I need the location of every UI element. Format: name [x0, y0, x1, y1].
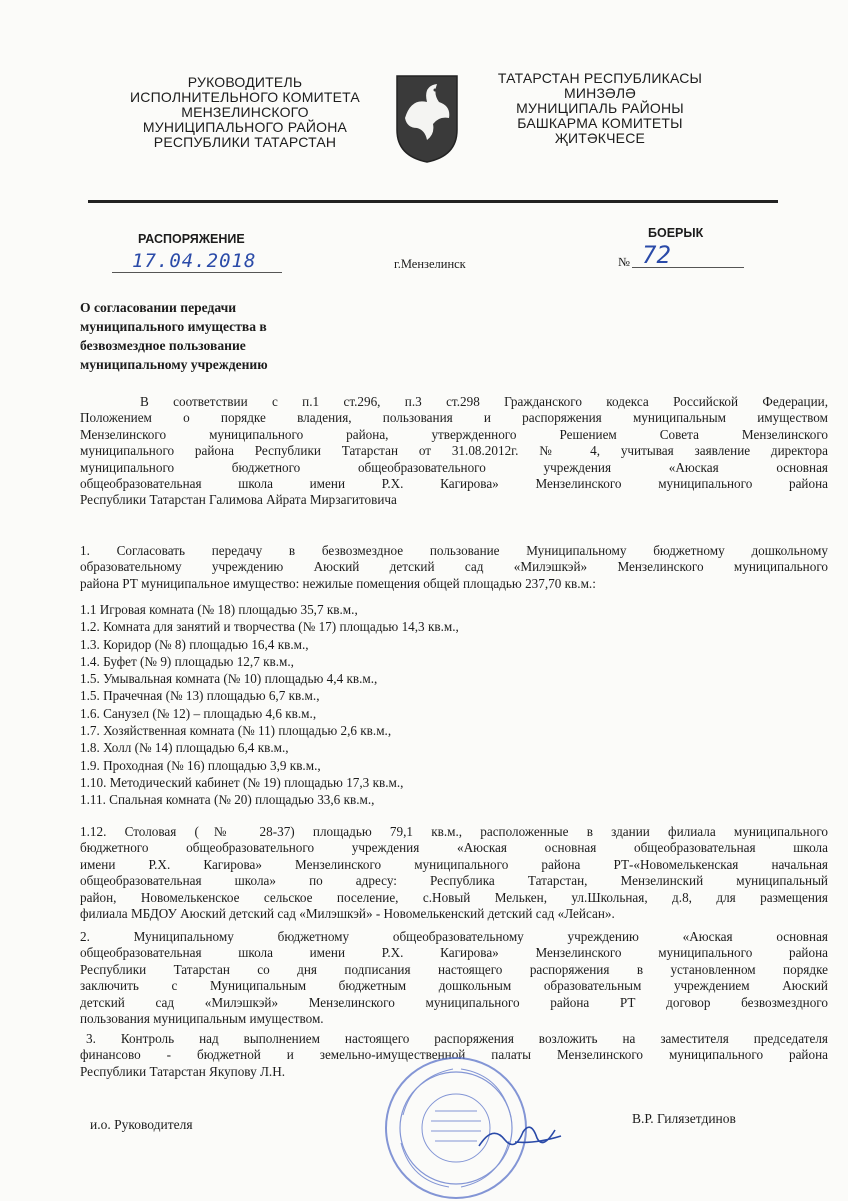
signatory-name: В.Р. Гилязетдинов	[632, 1111, 736, 1126]
item-2-line: детский сад «Милэшкэй» Мензелинского муниципального района РТ договор безвозмездного	[80, 994, 828, 1010]
subject-heading	[80, 298, 350, 374]
number-handwritten: 72	[642, 241, 671, 269]
preamble-line: Мензелинского муниципального района, утвержденного Решением Совета Мензелинского	[80, 426, 828, 442]
header-left-line: РЕСПУБЛИКИ ТАТАРСТАН	[153, 134, 337, 150]
item-1-12	[80, 824, 828, 922]
room-item: 1.11. Спальная комната (№ 20) площадью 33,6 кв.м.,	[80, 792, 375, 808]
room-item: 1.7. Хозяйственная комната (№ 11) площадью 2,6 кв.м.,	[80, 723, 392, 739]
item-2	[80, 929, 828, 1027]
header-left-line: МУНИЦИПАЛЬНОГО РАЙОНА	[142, 119, 348, 135]
doc-type-tt: БОЕРЫК	[648, 226, 704, 240]
header-left-block	[105, 75, 385, 150]
room-item: 1.8. Холл (№ 14) площадью 6,4 кв.м.,	[80, 740, 289, 756]
coat-of-arms-icon	[393, 72, 461, 164]
signature-icon	[475, 1118, 565, 1158]
item-1-12-line: общеобразовательная школа» по адресу: Республика Татарстан, Мензелинский муниципальный	[80, 873, 828, 889]
room-item: 1.5. Умывальная комната (№ 10) площадью 4,4 кв.м.,	[80, 671, 378, 687]
subject-line: безвозмездное пользование	[80, 338, 246, 353]
room-item: 1.5. Прачечная (№ 13) площадью 6,7 кв.м.,	[80, 688, 320, 704]
item-1-line: района РТ муниципальное имущество: нежилые помещения общей площадью 237,70 кв.м.:	[80, 575, 596, 591]
header-right-line: БАШКАРМА КОМИТЕТЫ	[517, 115, 683, 131]
item-1-12-line: филиала МБДОУ Аюский детский сад «Милэшкэй» - Новомелькенский детский сад «Лейсан».	[80, 906, 615, 922]
item-1-12-line: район, Новомелькенское сельское поселение, с.Новый Мелькен, ул.Школьная, д.8, для размещения	[80, 889, 828, 905]
date-handwritten: 17.04.2018	[132, 250, 257, 272]
item-2-line: 2. Муниципальному бюджетному общеобразовательному учреждению «Аюская основная	[80, 929, 828, 944]
room-item: 1.3. Коридор (№ 8) площадью 16,4 кв.м.,	[80, 636, 309, 652]
item-1-line: образовательному учреждению Аюский детский сад «Милэшкэй» Мензелинского муниципального	[80, 559, 828, 575]
room-item: 1.1 Игровая комната (№ 18) площадью 35,7 кв.м.,	[80, 602, 358, 617]
item-2-line: пользования муниципальным имуществом.	[80, 1011, 324, 1027]
preamble-line: Положением о порядке владения, пользования и распоряжения муниципальным имуществом	[80, 410, 828, 426]
signatory-position: и.о. Руководителя	[90, 1117, 193, 1132]
item-1-12-line: бюджетного общеобразовательного учреждения «Аюская основная общеобразовательная школа	[80, 840, 828, 856]
preamble-line: В соответствии с п.1 ст.296, п.3 ст.298 Гражданского кодекса Российской Федерации,	[140, 394, 828, 409]
header-left-line: ИСПОЛНИТЕЛЬНОГО КОМИТЕТА	[130, 89, 360, 105]
header-right-line: ҖИТӘКЧЕСЕ	[554, 130, 646, 146]
preamble-line: общеобразовательная школа имени Р.Х. Кагирова» Мензелинского муниципального района	[80, 476, 828, 492]
city: г.Мензелинск	[394, 257, 466, 271]
item-3-line: Республики Татарстан Якупову Л.Н.	[80, 1063, 286, 1079]
item-1	[80, 543, 828, 592]
header-right-line: МУНИЦИПАЛЬ РАЙОНЫ	[516, 100, 684, 116]
room-item: 1.4. Буфет (№ 9) площадью 12,7 кв.м.,	[80, 653, 294, 669]
item-3-line: 3. Контроль над выполнением настоящего распоряжения возложить на заместителя председателя	[86, 1031, 828, 1046]
header-left-line: МЕНЗЕЛИНСКОГО	[181, 104, 309, 120]
item-3-line: финансово - бюджетной и земельно-имущественной палаты Мензелинского муниципального района	[80, 1047, 828, 1063]
item-1-12-line: 1.12. Столовая (№ 28-37) площадью 79,1 кв.м., расположенные в здании филиала муниципального	[80, 824, 828, 839]
room-item: 1.6. Санузел (№ 12) – площадью 4,6 кв.м.,	[80, 705, 317, 721]
subject-line: муниципальному учреждению	[80, 357, 268, 372]
number-field	[632, 241, 744, 269]
preamble-line: муниципального района Республики Татарстан от 31.08.2012г. № 4, учитывая заявление директора	[80, 443, 828, 459]
preamble	[80, 394, 828, 509]
room-item: 1.10. Методический кабинет (№ 19) площадью 17,3 кв.м.,	[80, 774, 404, 790]
date-field	[112, 252, 282, 273]
room-item: 1.2. Комната для занятий и творчества (№ 17) площадью 14,3 кв.м.,	[80, 619, 459, 635]
doc-type-ru: РАСПОРЯЖЕНИЕ	[138, 232, 245, 246]
subject-line: О согласовании передачи	[80, 300, 237, 315]
item-2-line: общеобразовательная школа имени Р.Х. Кагирова» Мензелинского муниципального района	[80, 945, 828, 961]
header-left-line: РУКОВОДИТЕЛЬ	[187, 74, 303, 90]
header-right-block	[470, 71, 730, 146]
header-right-line: ТАТАРСТАН РЕСПУБЛИКАСЫ	[497, 70, 703, 86]
item-2-line: Республики Татарстан со дня подписания настоящего распоряжения в установленном порядке	[80, 961, 828, 977]
preamble-line: Республики Татарстан Галимова Айрата Мирзагитовича	[80, 492, 397, 508]
item-1-12-line: имени Р.Х. Кагирова» Мензелинского муниципального района РТ-«Новомелькенская начальная	[80, 856, 828, 872]
header-divider	[88, 200, 778, 203]
item-1-line: 1. Согласовать передачу в безвозмездное пользование Муниципальному бюджетному дошкольному	[80, 543, 828, 558]
number-label: №	[618, 255, 630, 269]
subject-line: муниципального имущества в	[80, 319, 267, 334]
rooms-list	[80, 601, 828, 809]
header-right-line: МИНЗӘЛӘ	[564, 85, 636, 101]
preamble-line: муниципального бюджетного общеобразовательного учреждения «Аюская основная	[80, 459, 828, 475]
item-2-line: заключить с Муниципальным бюджетным дошкольным образовательным учреждением Аюский	[80, 978, 828, 994]
room-item: 1.9. Проходная (№ 16) площадью 3,9 кв.м.,	[80, 757, 321, 773]
